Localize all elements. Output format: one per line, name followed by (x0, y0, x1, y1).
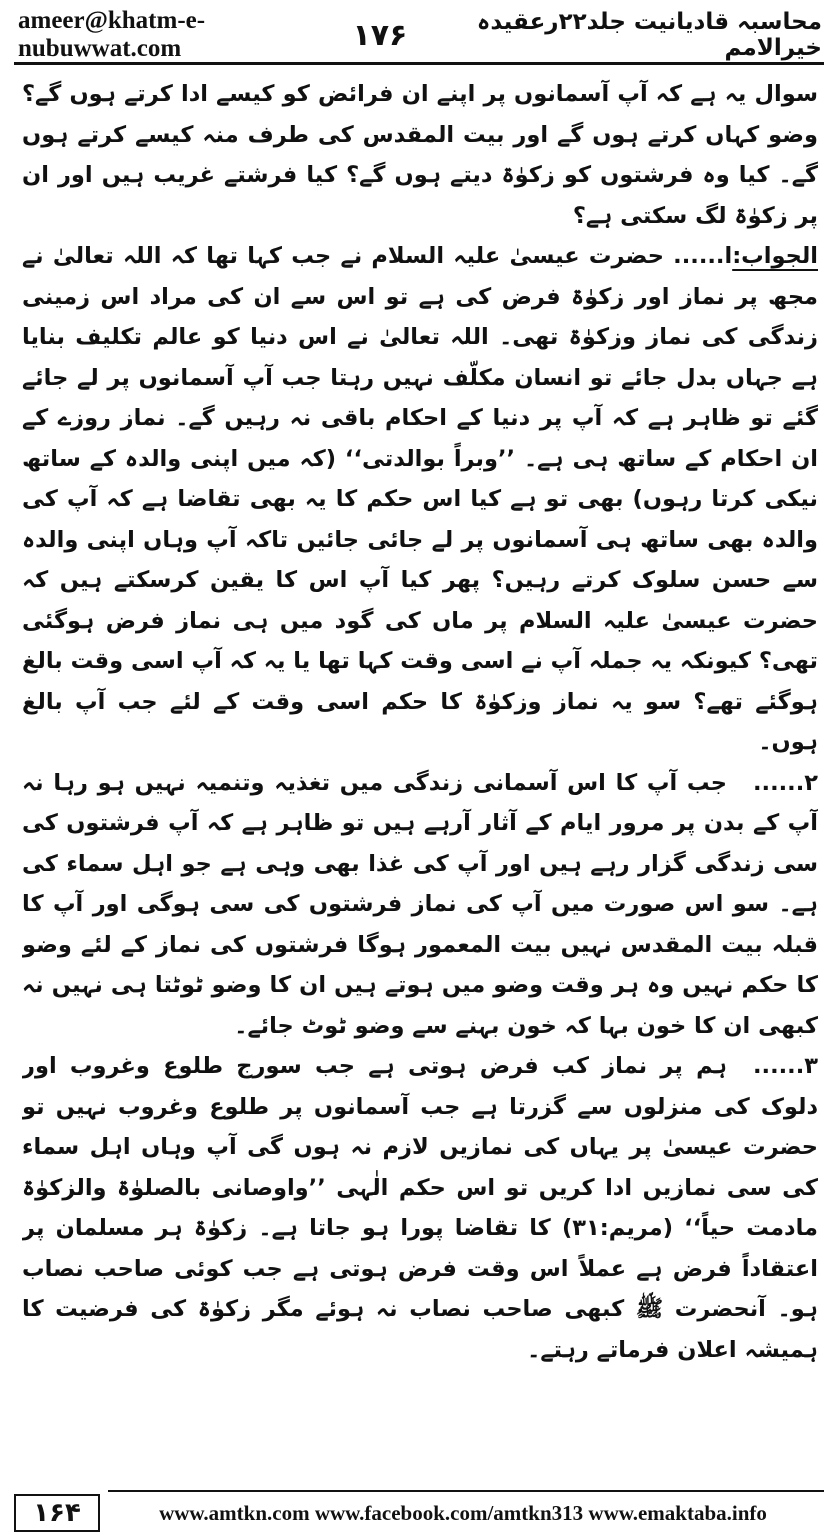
page-header (18, 7, 822, 62)
answer-3-paragraph (22, 1046, 818, 1370)
page-footer (14, 1494, 826, 1532)
answer-1-paragraph (22, 236, 818, 763)
question-paragraph: سوال یہ ہے کہ آپ آسمانوں پر اپنے ان فرائض کو کیسے ادا کرتے ہوں گے؟ وضو کہاں کرتے ہوں گے اور بیت المقدس کی طرف منہ کیسے کرتے ہوں گے۔ کیا وہ فرشتوں کو زکوٰۃ دیتے ہوں گے؟ کیا فرشتے غریب ہیں اور ان پر زکوٰۃ لگ سکتی ہے؟ (22, 81, 818, 229)
footer-links[interactable]: www.amtkn.com www.facebook.com/amtkn313 www.emaktaba.info (159, 1500, 767, 1525)
page-body (22, 74, 818, 1464)
answer-label: الجواب: (732, 243, 818, 269)
answer-3-number: ۳...... (752, 1053, 818, 1079)
answer-2-paragraph (22, 763, 818, 1047)
footer-divider (108, 1490, 824, 1492)
book-title: محاسبہ قادیانیت جلد۲۲رعقیدہ خیرالامم (476, 9, 822, 61)
answer-1-text: ا...... حضرت عیسیٰ علیہ السلام نے جب کہا تھا کہ اللہ تعالیٰ نے مجھ پر نماز اور زکوٰۃ فرض کی ہے تو اس سے ان کی مراد اس زمینی زندگی کی نماز وزکوٰۃ تھی۔ اللہ تعالیٰ نے اس دنیا کو عالم تکلیف بنایا ہے جہاں بدل جائے تو انسان مکلّف نہیں رہتا جب آپ آسمانوں پر لے جائے گئے تو ظاہر ہے کہ آپ پر دنیا کے احکام باقی نہ رہیں گے۔ نماز روزے کے ان احکام کے ساتھ ہی ہے۔ ’’وبراً بوالدتی‘‘ (کہ میں اپنی والدہ کے ساتھ نیکی کرتا رہوں) بھی تو ہے کیا اس حکم کا یہ بھی تقاضا ہے کہ آپ کی والدہ بھی ساتھ ہی آسمانوں پر لے جائی جائیں تاکہ آپ وہاں اپنی والدہ سے حسن سلوک کرتے رہیں؟ پھر کیا آپ اس کا یقین کرسکتے ہیں کہ حضرت عیسیٰ علیہ السلام پر ماں کی گود میں ہی نماز فرض ہوگئی تھی؟ کیونکہ یہ جملہ آپ نے اسی وقت کہا تھا یا یہ کہ آپ اسی وقت بالغ ہوگئے تھے؟ سو یہ نماز وزکوٰۃ کا حکم اسی وقت کے لئے جب آپ بالغ ہوں۔ (22, 243, 818, 755)
header-page-number: ۱۷۶ (352, 17, 408, 53)
header-email[interactable]: ameer@khatm-e-nubuwwat.com (18, 7, 206, 62)
header-left (18, 7, 407, 63)
header-divider (14, 62, 824, 65)
footer-page-number: ۱۶۴ (14, 1494, 100, 1532)
answer-2-number: ۲...... (752, 769, 818, 796)
answer-2-text: جب آپ کا اس آسمانی زندگی میں تغذیہ وتنمیہ نہیں ہو رہا نہ آپ کے بدن پر مرور ایام کے آثار آرہے ہیں تو ظاہر ہے کہ آپ فرشتوں کی سی زندگی گزار رہے ہیں اور آپ کی غذا بھی وہی ہے جو اہل سماء کی ہے۔ سو اس صورت میں آپ کی نماز فرشتوں کی سی ہوگی اور آپ کا قبلہ بیت المقدس نہیں بیت المعمور ہوگا فرشتوں کی نماز کے لئے وضو کا حکم نہیں وہ ہر وقت وضو میں ہوتے ہیں ان کا وضو ٹوٹتا ہی نہیں نہ کبھی ان کا خون بہا کہ خون بہنے سے وضو ٹوٹ جائے۔ (22, 769, 818, 1039)
answer-3-text: ہم پر نماز کب فرض ہوتی ہے جب سورج طلوع وغروب اور دلوک کی منزلوں سے گزرتا ہے جب آسمانوں پر طلوع وغروب نہیں تو حضرت عیسیٰ پر یہاں کی نمازیں لازم نہ ہوں گی آپ وہاں اہل سماء کی سی نمازیں ادا کریں تو اس حکم الٰہی ’’واوصانی بالصلوٰۃ والزکوٰۃ مادمت حیاً‘‘ (مریم:۳۱) کا تقاضا پورا ہو جاتا ہے۔ زکوٰۃ ہر مسلمان پر اعتقاداً فرض ہے عملاً اس وقت فرض ہوتی ہے جب کوئی صاحب نصاب ہو۔ آنحضرت ﷺ کبھی صاحب نصاب نہ ہوئے مگر زکوٰۃ کی فرضیت کا ہمیشہ اعلان فرماتے رہتے۔ (22, 1053, 818, 1363)
